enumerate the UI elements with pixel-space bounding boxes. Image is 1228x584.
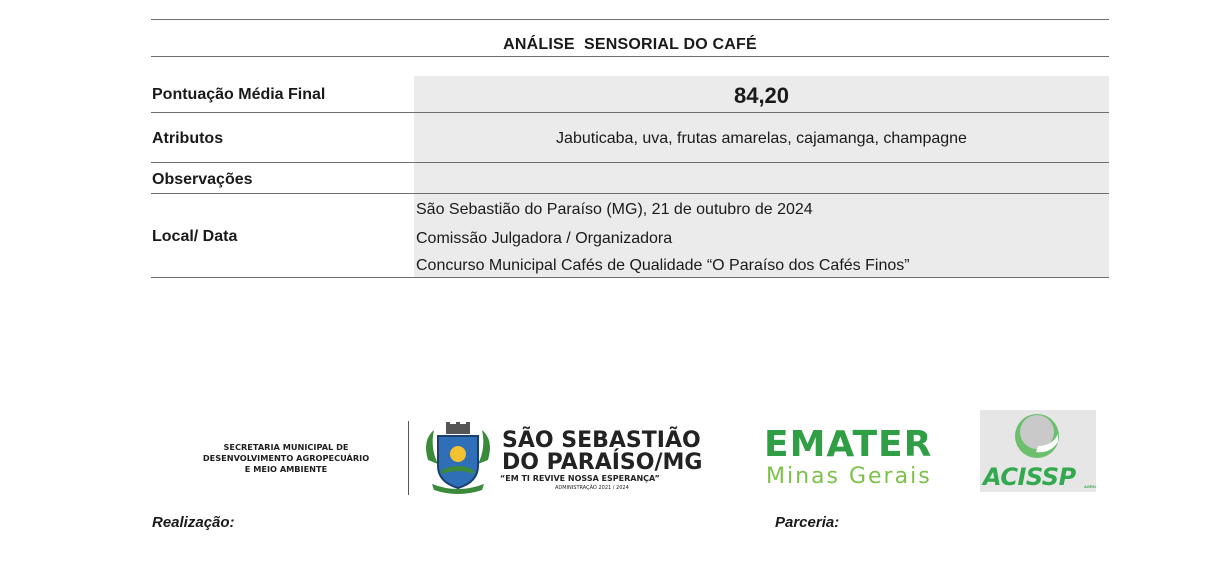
city-name-line: DO PARAÍSO/MG — [502, 450, 703, 475]
score-value: 84,20 — [733, 83, 790, 108]
city-coat-of-arms-icon — [420, 420, 496, 496]
location-label: Local/ Data — [152, 228, 238, 245]
emater-logo-region: Minas Gerais — [766, 464, 932, 489]
secretaria-line: DESENVOLVIMENTO AGROPECUÁRIO — [202, 453, 370, 463]
bottom-rule — [151, 277, 1109, 278]
realizacao-label: Realização: — [152, 514, 235, 531]
attributes-label: Atributos — [152, 130, 224, 147]
observations-label: Observações — [152, 171, 253, 188]
observations-cell-bg — [414, 163, 1109, 193]
score-label: Pontuação Média Final — [152, 86, 326, 103]
location-line: São Sebastião do Paraíso (MG), 21 de outubro de 2024 — [416, 201, 813, 218]
row-rule — [151, 162, 1109, 163]
document-title: ANÁLISE SENSORIAL DO CAFÉ — [503, 36, 757, 53]
city-name-line: SÃO SEBASTIÃO — [502, 428, 701, 453]
acissp-globe-icon — [1008, 412, 1066, 462]
title-rule — [151, 56, 1109, 57]
row-rule — [151, 112, 1109, 113]
location-line: Comissão Julgadora / Organizadora — [416, 230, 673, 247]
parceria-label: Parceria: — [775, 514, 840, 531]
location-line: Concurso Municipal Cafés de Qualidade “O Paraíso dos Cafés Finos” — [416, 257, 910, 274]
secretaria-line: E MEIO AMBIENTE — [244, 464, 328, 474]
acissp-logo-name: ACISSP — [983, 463, 1076, 491]
city-motto: “EM TI REVIVE NOSSA ESPERANÇA” — [500, 474, 660, 483]
city-admin: ADMINISTRAÇÃO 2021 / 2024 — [555, 485, 629, 491]
row-rule — [151, 193, 1109, 194]
top-rule — [151, 19, 1109, 20]
secretaria-line: SECRETARIA MUNICIPAL DE — [223, 442, 349, 452]
logo-separator — [408, 421, 409, 495]
attributes-value: Jabuticaba, uva, frutas amarelas, cajamanga, champagne — [556, 130, 967, 147]
secretaria-text — [168, 442, 404, 475]
acissp-agro-tag: AGRO — [1084, 484, 1096, 489]
emater-logo-name: EMATER — [764, 424, 933, 465]
